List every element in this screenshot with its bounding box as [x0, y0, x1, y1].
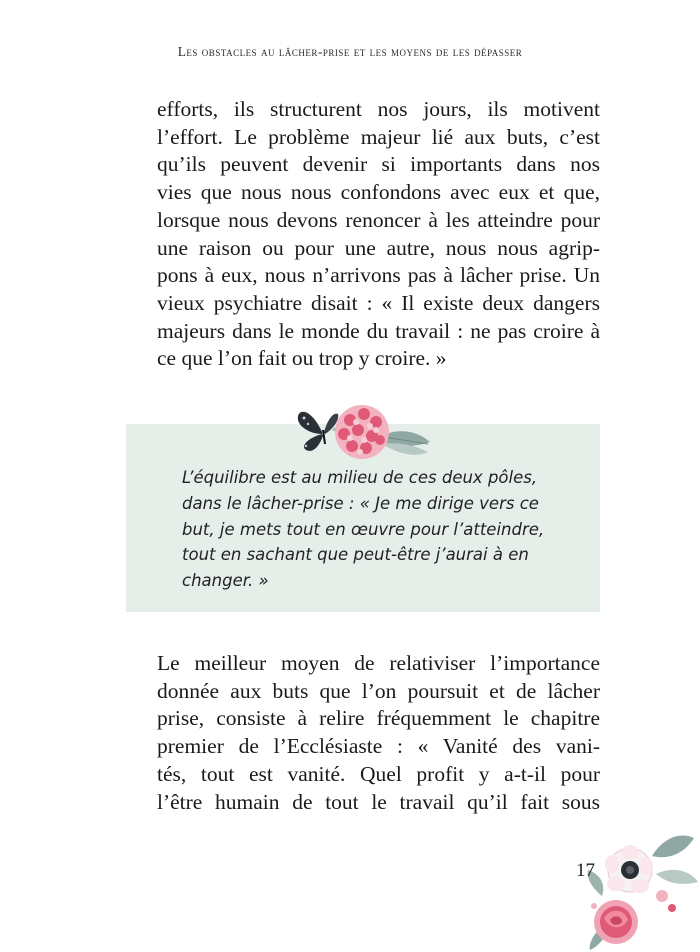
text-line: vies que nous nous confondons avec eux et que, — [157, 180, 600, 205]
quote-line: changer. » — [182, 571, 269, 591]
running-header: Les obstacles au lâcher-prise et les moyens de les dépasser — [177, 44, 523, 59]
butterfly-hydrangea-icon — [292, 400, 442, 468]
text-line: l’être humain de tout le travail qu’il fait sous — [157, 789, 600, 814]
quote-line: dans le lâcher-prise : « Je me dirige vers ce — [182, 493, 539, 513]
text-line: une raison ou pour une autre, nous nous agrip- — [157, 235, 600, 260]
text-line: tés, tout est vanité. Quel profit y a-t-il pour — [157, 761, 600, 786]
text-line: Le meilleur moyen de relativiser l’importance — [157, 651, 600, 675]
text-line: l’effort. Le problème majeur lié aux buts, c’est — [157, 124, 600, 149]
text-line: donnée aux buts que l’on poursuit et de lâcher — [157, 678, 600, 703]
paragraph-1 — [157, 96, 600, 373]
text-line: majeurs dans le monde du travail : ne pas croire à — [157, 318, 600, 343]
text-line: prise, consiste à relire fréquemment le chapitre — [157, 706, 600, 731]
quote-line: tout en sachant que peut-être j’aurai à en — [182, 545, 529, 565]
text-line: pons à eux, nous n’arrivons pas à lâcher prise. Un — [157, 263, 600, 288]
text-line: qu’ils peuvent devenir si importants dans nos — [157, 152, 600, 177]
text-line: efforts, ils structurent nos jours, ils motivent — [157, 97, 600, 121]
quote-line: but, je mets tout en œuvre pour l’atteindre, — [182, 519, 545, 539]
text-line: lorsque nous devons renoncer à les atteindre pour — [157, 207, 600, 232]
page-number: 17 — [576, 860, 595, 881]
text-line: ce que l’on fait ou trop y croire. » — [157, 346, 447, 371]
paragraph-2 — [157, 650, 600, 816]
quote-line: L’équilibre est au milieu de ces deux pôles, — [182, 468, 538, 487]
pull-quote — [182, 465, 554, 594]
text-line: premier de l’Ecclésiaste : « Vanité des vani- — [157, 734, 600, 759]
floral-bouquet-icon — [582, 826, 700, 952]
text-line: vieux psychiatre disait : « Il existe deux dangers — [157, 290, 600, 315]
